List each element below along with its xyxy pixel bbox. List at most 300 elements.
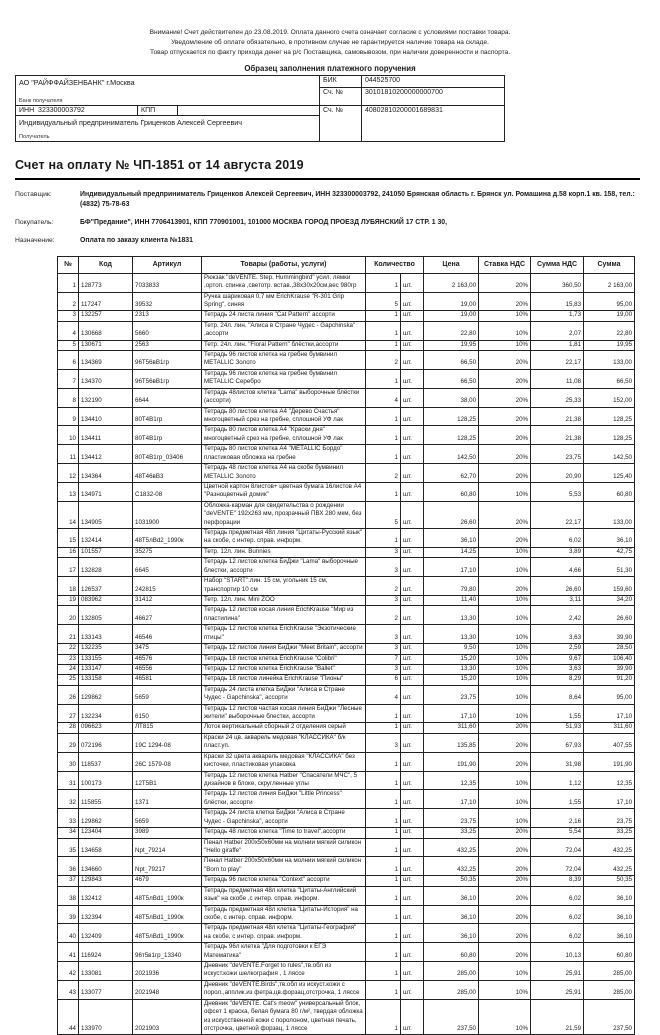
table-row (58, 529, 635, 548)
row-unit: шт. (401, 828, 424, 838)
row-unit: шт. (401, 664, 424, 674)
row-article: 6645 (133, 558, 202, 577)
row-vat-rate: 10% (479, 340, 531, 350)
table-row (58, 321, 635, 340)
table-row (58, 685, 635, 704)
row-code: 072196 (79, 733, 133, 752)
row-sum: 125,40 (584, 464, 635, 483)
row-number: 36 (58, 857, 79, 876)
row-number: 42 (58, 962, 79, 981)
row-article: 2563 (133, 340, 202, 350)
row-code: 133158 (79, 675, 133, 685)
row-number: 14 (58, 501, 79, 528)
row-product-name: Тетр. 24л. лин. "Floral Pattern" блёстки,ассорти (202, 340, 366, 350)
row-price: 62,70 (424, 464, 479, 483)
buyer-value: БФ"Предание", ИНН 7706413901, КПП 770901001, 101000 МОСКВА ГОРОД ПРОЕЗД ЛУБЯНСКИЙ 17 СТР. 1 30, (80, 218, 448, 226)
row-quantity: 2 (366, 577, 401, 596)
row-unit: шт. (401, 445, 424, 464)
header-quantity: Количество (366, 256, 424, 273)
row-vat-sum: 5,53 (531, 482, 584, 501)
row-product-name: Цветной картон 8листов+ цветная бумага 16листов А4 "Разноцветный домик" (202, 482, 366, 501)
row-quantity: 1 (366, 857, 401, 876)
row-sum: 152,00 (584, 388, 635, 407)
row-quantity: 1 (366, 529, 401, 548)
kpp-value-empty (178, 106, 319, 115)
row-product-name: Краски 24 цв. акварель медовая "КЛАССИКА" б/к пласт.уп. (202, 733, 366, 752)
row-number: 2 (58, 292, 79, 311)
row-article: 96т5в1гр_13340 (133, 943, 202, 962)
row-vat-sum: 25,91 (531, 962, 584, 981)
row-vat-rate: 20% (479, 838, 531, 857)
warning-line-1: Внимание! Счет действителен до 23.08.2019. Оплата данного счета означает согласие с условиями поставки товара. (149, 29, 511, 36)
row-quantity: 2 (366, 464, 401, 483)
row-quantity: 1 (366, 924, 401, 943)
row-quantity: 1 (366, 962, 401, 981)
row-sum: 285,00 (584, 962, 635, 981)
row-vat-rate: 20% (479, 905, 531, 924)
row-code: 134660 (79, 857, 133, 876)
row-price: 22,80 (424, 321, 479, 340)
row-price: 14,25 (424, 547, 479, 557)
row-vat-sum: 4,66 (531, 558, 584, 577)
row-vat-rate: 20% (479, 577, 531, 596)
row-price: 66,50 (424, 351, 479, 370)
table-row (58, 606, 635, 625)
row-vat-sum: 11,08 (531, 369, 584, 388)
row-quantity: 1 (366, 321, 401, 340)
row-code: 134411 (79, 426, 133, 445)
row-vat-sum: 2,16 (531, 809, 584, 828)
row-quantity: 1 (366, 999, 401, 1035)
header-article: Артикул (133, 256, 202, 273)
row-code: 134410 (79, 407, 133, 426)
row-sum: 133,00 (584, 351, 635, 370)
row-product-name: Дневник "deVENTE.Forget to rules",тв.обл из искуст.кожи шелкография , 1 ляссе (202, 962, 366, 981)
row-product-name: Тетр. 12л. лин. Mini ZOO (202, 596, 366, 606)
table-row (58, 596, 635, 606)
row-article: 48Т5лВd1_1990к (133, 905, 202, 924)
row-vat-sum: 8,39 (531, 876, 584, 886)
row-vat-rate: 20% (479, 924, 531, 943)
row-vat-sum: 31,98 (531, 752, 584, 771)
row-code: 132828 (79, 558, 133, 577)
bank-caption: Банк получателя (19, 97, 63, 104)
row-unit: шт. (401, 529, 424, 548)
row-price: 13,30 (424, 664, 479, 674)
row-vat-rate: 10% (479, 685, 531, 704)
row-code: 133077 (79, 980, 133, 999)
row-article: 48Т5лВd1_1990к (133, 924, 202, 943)
row-unit: шт. (401, 943, 424, 962)
header-sum: Сумма (584, 256, 635, 273)
row-vat-rate: 10% (479, 311, 531, 321)
row-unit: шт. (401, 857, 424, 876)
row-vat-sum: 22,17 (531, 501, 584, 528)
row-article: 4679 (133, 876, 202, 886)
row-sum: 66,50 (584, 369, 635, 388)
payee-name: Индивидуальный предприниматель Гриценков Алексей Сергеевич (19, 117, 243, 127)
row-number: 16 (58, 547, 79, 557)
row-unit: шт. (401, 501, 424, 528)
bank-name: АО "РАЙФФАЙЗЕНБАНК" г.Москва (19, 77, 135, 87)
row-article: 46627 (133, 606, 202, 625)
row-unit: шт. (401, 321, 424, 340)
row-sum: 285,00 (584, 980, 635, 999)
row-number: 24 (58, 664, 79, 674)
row-sum: 23,75 (584, 809, 635, 828)
row-quantity: 3 (366, 547, 401, 557)
row-vat-rate: 10% (479, 664, 531, 674)
row-code: 130668 (79, 321, 133, 340)
row-product-name: Тетрадь 24 листа линия "Cat Pattern" ассорти (202, 311, 366, 321)
row-sum: 19,95 (584, 340, 635, 350)
row-number: 43 (58, 980, 79, 999)
header-code: Код (79, 256, 133, 273)
row-article: 80Т4В1гр (133, 407, 202, 426)
row-product-name: Тетрадь 12 листов клетка БиДжи "Lama" выборочные блестки, ассорти (202, 558, 366, 577)
row-price: 11,40 (424, 596, 479, 606)
row-number: 11 (58, 445, 79, 464)
row-product-name: Дневник "deVENTE. Cat's meow" универсальный блок, офсет 1 краска, белая бумага 80 г/м², твердая обложка из искусственной кожи с поролоном, цветная печать, отстрочка, цветной форзац, 1 ляссе (202, 999, 366, 1035)
row-code: 132234 (79, 704, 133, 723)
row-vat-rate: 20% (479, 273, 531, 292)
row-vat-rate: 10% (479, 980, 531, 999)
row-article: 242815 (133, 577, 202, 596)
row-unit: шт. (401, 980, 424, 999)
row-article: 6644 (133, 388, 202, 407)
row-number: 38 (58, 886, 79, 905)
row-vat-rate: 20% (479, 723, 531, 733)
header-vat-sum: Сумма НДС (531, 256, 584, 273)
row-number: 5 (58, 340, 79, 350)
row-price: 26,60 (424, 501, 479, 528)
row-price: 142,50 (424, 445, 479, 464)
row-price: 285,00 (424, 980, 479, 999)
row-price: 33,25 (424, 828, 479, 838)
row-article: 96Т56вВ1гр (133, 369, 202, 388)
row-sum: 22,80 (584, 321, 635, 340)
row-product-name: Тетрадь 48 листов клетка А4 на скобе бумвинил METALLIC Золото (202, 464, 366, 483)
row-vat-rate: 20% (479, 886, 531, 905)
row-code: 126537 (79, 577, 133, 596)
warning-line-2: Уведомление об оплате обязательно, в противном случае не гарантируется наличие товара на складе. (171, 39, 489, 47)
row-sum: 42,75 (584, 547, 635, 557)
row-sum: 60,80 (584, 482, 635, 501)
row-sum: 36,10 (584, 924, 635, 943)
row-article: ЛТ815 (133, 723, 202, 733)
table-row (58, 644, 635, 654)
corr-account-value: 30101810200000000700 (365, 88, 443, 96)
row-number: 19 (58, 596, 79, 606)
row-unit: шт. (401, 685, 424, 704)
row-code: 129862 (79, 809, 133, 828)
row-unit: шт. (401, 311, 424, 321)
row-number: 7 (58, 369, 79, 388)
row-quantity: 7 (366, 654, 401, 664)
row-product-name: Тетрадь 96 листов клетка на гребне бумвинил METALLIC Золото (202, 351, 366, 370)
table-row (58, 704, 635, 723)
row-vat-sum: 3,63 (531, 664, 584, 674)
row-product-name: Набор "START":лин. 15 см, угольник 15 см, транспортир 10 см (202, 577, 366, 596)
row-price: 36,10 (424, 905, 479, 924)
row-unit: шт. (401, 771, 424, 790)
row-vat-rate: 10% (479, 962, 531, 981)
row-article: 1031900 (133, 501, 202, 528)
row-price: 36,10 (424, 886, 479, 905)
row-product-name: Обложка-карман для свидетельства о рождении "deVENTE" 192х263 мм, прозрачный ПВХ 280 мкм, без перфорации (202, 501, 366, 528)
row-article: 26С 1579-08 (133, 752, 202, 771)
row-code: 132235 (79, 644, 133, 654)
row-vat-rate: 10% (479, 644, 531, 654)
row-unit: шт. (401, 752, 424, 771)
row-vat-rate: 20% (479, 388, 531, 407)
row-article: 5659 (133, 685, 202, 704)
row-number: 8 (58, 388, 79, 407)
row-article: 7033833 (133, 273, 202, 292)
row-product-name: Тетрадь 48 листов клетка "Time to travel",ассорти (202, 828, 366, 838)
table-row (58, 445, 635, 464)
table-row (58, 547, 635, 557)
parties-block (15, 190, 640, 246)
row-vat-sum: 3,63 (531, 625, 584, 644)
row-sum: 17,10 (584, 790, 635, 809)
row-unit: шт. (401, 654, 424, 664)
row-product-name: Тетрадь 12 листов косая линия ErichKrause "Мир из пластилина" (202, 606, 366, 625)
row-vat-sum: 6,02 (531, 905, 584, 924)
row-code: 134412 (79, 445, 133, 464)
row-article: 2021948 (133, 980, 202, 999)
row-price: 60,80 (424, 943, 479, 962)
row-product-name: Тетрадь 48листов клетка "Lama" выборочные блёстки (ассорти) (202, 388, 366, 407)
header-goods: Товары (работы, услуги) (202, 256, 366, 273)
row-vat-sum: 360,50 (531, 273, 584, 292)
row-number: 4 (58, 321, 79, 340)
row-code: 134971 (79, 482, 133, 501)
row-unit: шт. (401, 351, 424, 370)
row-unit: шт. (401, 999, 424, 1035)
row-vat-sum: 2,59 (531, 644, 584, 654)
supplier-value: Индивидуальный предприниматель Гриценков Алексей Сергеевич, ИНН 323300003792, 241050 Брянская область г. Брянск ул. Ромашина д.58 корп.1 кв. 158, тел.: (4832) 75-78-63 (80, 190, 635, 208)
row-vat-sum: 20,90 (531, 464, 584, 483)
row-quantity: 1 (366, 980, 401, 999)
row-quantity: 3 (366, 733, 401, 752)
row-sum: 133,00 (584, 501, 635, 528)
row-unit: шт. (401, 723, 424, 733)
row-vat-sum: 25,33 (531, 388, 584, 407)
kpp-label: КПП (138, 106, 178, 115)
row-article: 35275 (133, 547, 202, 557)
row-quantity: 1 (366, 809, 401, 828)
row-vat-sum: 72,04 (531, 838, 584, 857)
row-product-name: Тетрадь 80 листов клетка А4 "Краски дня" многоцветный срез на гребне, сплошной УФ лак (202, 426, 366, 445)
row-vat-rate: 10% (479, 704, 531, 723)
row-product-name: Тетрадь 96л клетка "Для подготовки к ЕГЭ Математика" (202, 943, 366, 962)
row-article: 39532 (133, 292, 202, 311)
row-price: 191,90 (424, 752, 479, 771)
row-vat-sum: 51,93 (531, 723, 584, 733)
row-price: 432,25 (424, 857, 479, 876)
row-code: 129862 (79, 685, 133, 704)
row-vat-rate: 10% (479, 547, 531, 557)
row-price: 36,10 (424, 529, 479, 548)
table-row (58, 675, 635, 685)
row-article: 2021936 (133, 962, 202, 981)
row-number: 27 (58, 704, 79, 723)
row-sum: 36,10 (584, 905, 635, 924)
row-article: 80Т4В1гр (133, 426, 202, 445)
table-row (58, 388, 635, 407)
row-sum: 33,25 (584, 828, 635, 838)
row-unit: шт. (401, 838, 424, 857)
row-sum: 17,10 (584, 704, 635, 723)
purpose-label: Назначение: (15, 236, 55, 244)
row-product-name: Тетрадь 24 листа клетка БиДжи "Алиса в Стране Чудес - Gapchinska", ассорти (202, 685, 366, 704)
row-number: 20 (58, 606, 79, 625)
payment-order-sample-title: Образец заполнения платежного поручения (244, 63, 416, 73)
row-number: 37 (58, 876, 79, 886)
row-number: 44 (58, 999, 79, 1035)
row-code: 128773 (79, 273, 133, 292)
row-quantity: 4 (366, 388, 401, 407)
row-product-name: Дневник "deVENTE.Birds",тв.обл из искуст.кожи с порол.,апплик.из фетра,цв.форзац,отстрочка, 1 ляссе (202, 980, 366, 999)
row-vat-sum: 21,38 (531, 426, 584, 445)
row-unit: шт. (401, 388, 424, 407)
row-number: 9 (58, 407, 79, 426)
row-quantity: 1 (366, 723, 401, 733)
items-header-row (58, 256, 635, 273)
row-vat-rate: 20% (479, 292, 531, 311)
row-article: 12Т5В1 (133, 771, 202, 790)
row-unit: шт. (401, 547, 424, 557)
row-number: 3 (58, 311, 79, 321)
row-sum: 50,35 (584, 876, 635, 886)
row-quantity: 1 (366, 340, 401, 350)
row-product-name: Тетрадь предметная 48л линия "Цитаты-Русский язык" на скобе, с интер. справ. информ. (202, 529, 366, 548)
row-sum: 51,30 (584, 558, 635, 577)
table-row (58, 273, 635, 292)
row-article: 5659 (133, 809, 202, 828)
table-row (58, 464, 635, 483)
row-quantity: 1 (366, 943, 401, 962)
row-sum: 311,60 (584, 723, 635, 733)
row-vat-rate: 10% (479, 321, 531, 340)
row-article: 48Т5лВd1_1990к (133, 886, 202, 905)
supplier-label: Поставщик: (15, 190, 52, 198)
buyer-label: Покупатель: (15, 218, 54, 226)
row-number: 18 (58, 577, 79, 596)
table-row (58, 771, 635, 790)
row-unit: шт. (401, 340, 424, 350)
row-sum: 2 163,00 (584, 273, 635, 292)
row-unit: шт. (401, 577, 424, 596)
table-row (58, 924, 635, 943)
row-code: 132409 (79, 924, 133, 943)
row-vat-rate: 20% (479, 351, 531, 370)
row-vat-sum: 6,02 (531, 886, 584, 905)
row-quantity: 1 (366, 311, 401, 321)
table-row (58, 292, 635, 311)
row-price: 38,00 (424, 388, 479, 407)
bank-name-cell (16, 76, 320, 105)
row-code: 133143 (79, 625, 133, 644)
row-vat-rate: 20% (479, 529, 531, 548)
row-quantity: 4 (366, 685, 401, 704)
table-row (58, 654, 635, 664)
row-quantity: 1 (366, 426, 401, 445)
row-price: 128,25 (424, 407, 479, 426)
row-code: 132805 (79, 606, 133, 625)
row-unit: шт. (401, 905, 424, 924)
row-article: 46581 (133, 675, 202, 685)
row-number: 33 (58, 809, 79, 828)
row-code: 134369 (79, 351, 133, 370)
row-article: 19С 1294-08 (133, 733, 202, 752)
row-product-name: Краски 32 цвета акварель медовая "КЛАССИКА" без кисточки, пластиковая упаковка (202, 752, 366, 771)
row-price: 15,20 (424, 675, 479, 685)
row-vat-sum: 8,64 (531, 685, 584, 704)
row-sum: 128,25 (584, 407, 635, 426)
row-sum: 34,20 (584, 596, 635, 606)
row-quantity: 5 (366, 501, 401, 528)
row-sum: 36,10 (584, 886, 635, 905)
row-vat-sum: 23,75 (531, 445, 584, 464)
row-price: 19,95 (424, 340, 479, 350)
row-article: 2021903 (133, 999, 202, 1035)
row-product-name: Рюкзак "deVENTE. Step. Hummingbird" усил. лямки ,ортоп. спинка ,светотр. встав.,38х30х20см,вес 980гр (202, 273, 366, 292)
row-sum: 128,25 (584, 426, 635, 445)
row-sum: 19,00 (584, 311, 635, 321)
row-sum: 407,55 (584, 733, 635, 752)
items-table (57, 256, 635, 1035)
row-number: 12 (58, 464, 79, 483)
purpose-value: Оплата по заказу клиента №1831 (80, 236, 193, 244)
items-body (58, 273, 635, 1035)
row-article: Npt_79217 (133, 857, 202, 876)
table-row (58, 999, 635, 1035)
row-price: 13,30 (424, 625, 479, 644)
row-quantity: 1 (366, 704, 401, 723)
row-product-name: Тетрадь предметная 48л клетка "Цитаты-История" на скобе, с интер. справ. информ. (202, 905, 366, 924)
settlement-account-label: Сч. № (320, 106, 362, 141)
warning-block (0, 28, 660, 59)
row-quantity: 3 (366, 558, 401, 577)
row-vat-sum: 9,67 (531, 654, 584, 664)
row-vat-sum: 1,55 (531, 790, 584, 809)
title-divider (15, 178, 640, 180)
row-vat-rate: 20% (479, 407, 531, 426)
warning-line-3: Товар отпускается по факту прихода денег на р/с Поставщика, самовывозом, при наличии доверенности и паспорта. (149, 49, 511, 57)
row-code: 134364 (79, 464, 133, 483)
row-vat-rate: 10% (479, 999, 531, 1035)
row-vat-rate: 20% (479, 857, 531, 876)
table-row (58, 351, 635, 370)
row-vat-rate: 10% (479, 558, 531, 577)
row-vat-rate: 10% (479, 482, 531, 501)
row-unit: шт. (401, 924, 424, 943)
row-quantity: 2 (366, 351, 401, 370)
table-row (58, 426, 635, 445)
row-price: 285,00 (424, 962, 479, 981)
row-vat-sum: 1,55 (531, 704, 584, 723)
row-code: 134905 (79, 501, 133, 528)
settlement-account-value: 40802810200001689831 (365, 106, 443, 114)
inn-cell (16, 106, 138, 115)
invoice-title: Счет на оплату № ЧП-1851 от 14 августа 2019 (15, 157, 304, 172)
row-quantity: 1 (366, 771, 401, 790)
row-article: 2313 (133, 311, 202, 321)
table-row (58, 876, 635, 886)
row-product-name: Тетрадь 96 листов клетка на гребне бумвинил METALLIC Серебро (202, 369, 366, 388)
